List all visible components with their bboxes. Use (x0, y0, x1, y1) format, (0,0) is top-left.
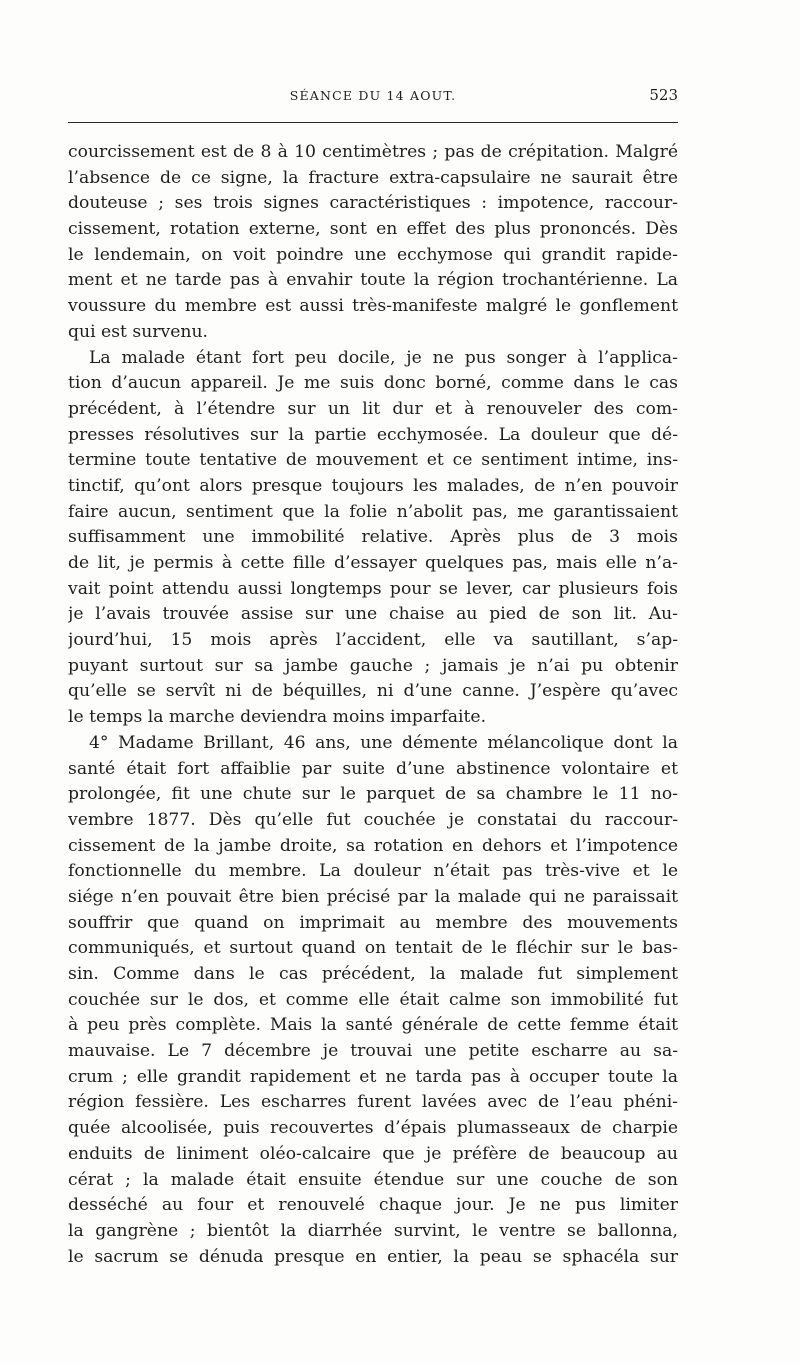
text-line: précédent, à l’étendre sur un lit dur et à renouveler des com- (68, 398, 678, 419)
text-line: je l’avais trouvée assise sur une chaise au pied de son lit. Au- (68, 604, 678, 625)
text-line: douteuse ; ses trois signes caractéristiques : impotence, raccour- (68, 193, 678, 214)
text-line: jourd’hui, 15 mois après l’accident, elle va sautillant, s’ap- (68, 630, 678, 651)
text-line: quée alcoolisée, puis recouvertes d’épais plumasseaux de charpie (68, 1118, 678, 1139)
text-line: tinctif, qu’ont alors presque toujours les malades, de n’en pouvoir (68, 475, 678, 496)
text-line: prolongée, fit une chute sur le parquet de sa chambre le 11 no- (68, 784, 678, 805)
text-line: le temps la marche deviendra moins imparfaite. (68, 707, 487, 728)
text-line: 4° Madame Brillant, 46 ans, une démente mélancolique dont la (89, 732, 678, 753)
text-line: le sacrum se dénuda presque en entier, la peau se sphacéla sur (68, 1246, 678, 1267)
text-line: tion d’aucun appareil. Je me suis donc borné, comme dans le cas (68, 373, 678, 394)
text-line: vait point attendu aussi longtemps pour se lever, car plusieurs fois (68, 578, 678, 599)
text-line: voussure du membre est aussi très-manifeste malgré le gonflement (68, 296, 678, 317)
header-rule (68, 122, 678, 123)
text-line: cissement de la jambe droite, sa rotation en dehors et l’impotence (68, 835, 678, 856)
text-line: presses résolutives sur la partie ecchymosée. La douleur que dé- (68, 424, 678, 445)
text-line: souffrir que quand on imprimait au membre des mouvements (68, 912, 678, 933)
page-number: 523 (649, 86, 678, 104)
text-line: vembre 1877. Dès qu’elle fut couchée je constatai du raccour- (68, 809, 678, 830)
text-line: région fessière. Les escharres furent lavées avec de l’eau phéni- (68, 1092, 678, 1113)
text-line: cérat ; la malade était ensuite étendue sur une couche de son (68, 1169, 678, 1190)
text-line: desséché au four et renouvelé chaque jour. Je ne pus limiter (68, 1195, 678, 1216)
page-header (68, 88, 678, 112)
text-line: fonctionnelle du membre. La douleur n’était pas très-vive et le (68, 861, 678, 882)
text-line: ment et ne tarde pas à envahir toute la région trochantérienne. La (68, 270, 678, 291)
text-line: faire aucun, sentiment que la folie n’abolit pas, me garantissaient (68, 501, 678, 522)
text-line: le lendemain, on voit poindre une ecchymose qui grandit rapide- (68, 244, 678, 265)
text-line: qu’elle se servît ni de béquilles, ni d’une canne. J’espère qu’avec (68, 681, 678, 702)
text-line: sin. Comme dans le cas précédent, la malade fut simplement (68, 964, 678, 984)
text-line: courcissement est de 8 à 10 centimètres ; pas de crépitation. Malgré (68, 142, 678, 162)
text-line: communiqués, et surtout quand on tentait de le fléchir sur le bas- (68, 938, 678, 959)
running-title: SÉANCE DU 14 AOUT. (289, 88, 457, 103)
text-line: cissement, rotation externe, sont en effet des plus prononcés. Dès (68, 219, 678, 240)
text-line: l’absence de ce signe, la fracture extra-capsulaire ne saurait être (68, 167, 678, 188)
text-line: santé était fort affaiblie par suite d’une abstinence volontaire et (68, 758, 678, 779)
text-line: puyant surtout sur sa jambe gauche ; jamais je n’ai pu obtenir (68, 655, 678, 676)
text-line: termine toute tentative de mouvement et ce sentiment intime, ins- (68, 450, 678, 471)
text-line: de lit, je permis à cette fille d’essayer quelques pas, mais elle n’a- (68, 553, 678, 573)
text-line: couchée sur le dos, et comme elle était calme son immobilité fut (68, 989, 678, 1010)
text-line: suffisamment une immobilité relative. Après plus de 3 mois (68, 527, 678, 548)
text-line: siége n’en pouvait être bien précisé par la malade qui ne paraissait (68, 886, 678, 907)
text-line: à peu près complète. Mais la santé générale de cette femme était (68, 1015, 678, 1036)
text-line: La malade étant fort peu docile, je ne pus songer à l’applica- (89, 347, 678, 368)
body-text (68, 140, 678, 1270)
text-line: enduits de liniment oléo-calcaire que je préfère de beaucoup au (68, 1143, 678, 1164)
text-line: mauvaise. Le 7 décembre je trouvai une petite escharre au sa- (68, 1041, 678, 1062)
text-line: qui est survenu. (68, 321, 208, 342)
text-line: crum ; elle grandit rapidement et ne tarda pas à occuper toute la (68, 1066, 678, 1087)
text-line: la gangrène ; bientôt la diarrhée survint, le ventre se ballonna, (68, 1220, 678, 1241)
